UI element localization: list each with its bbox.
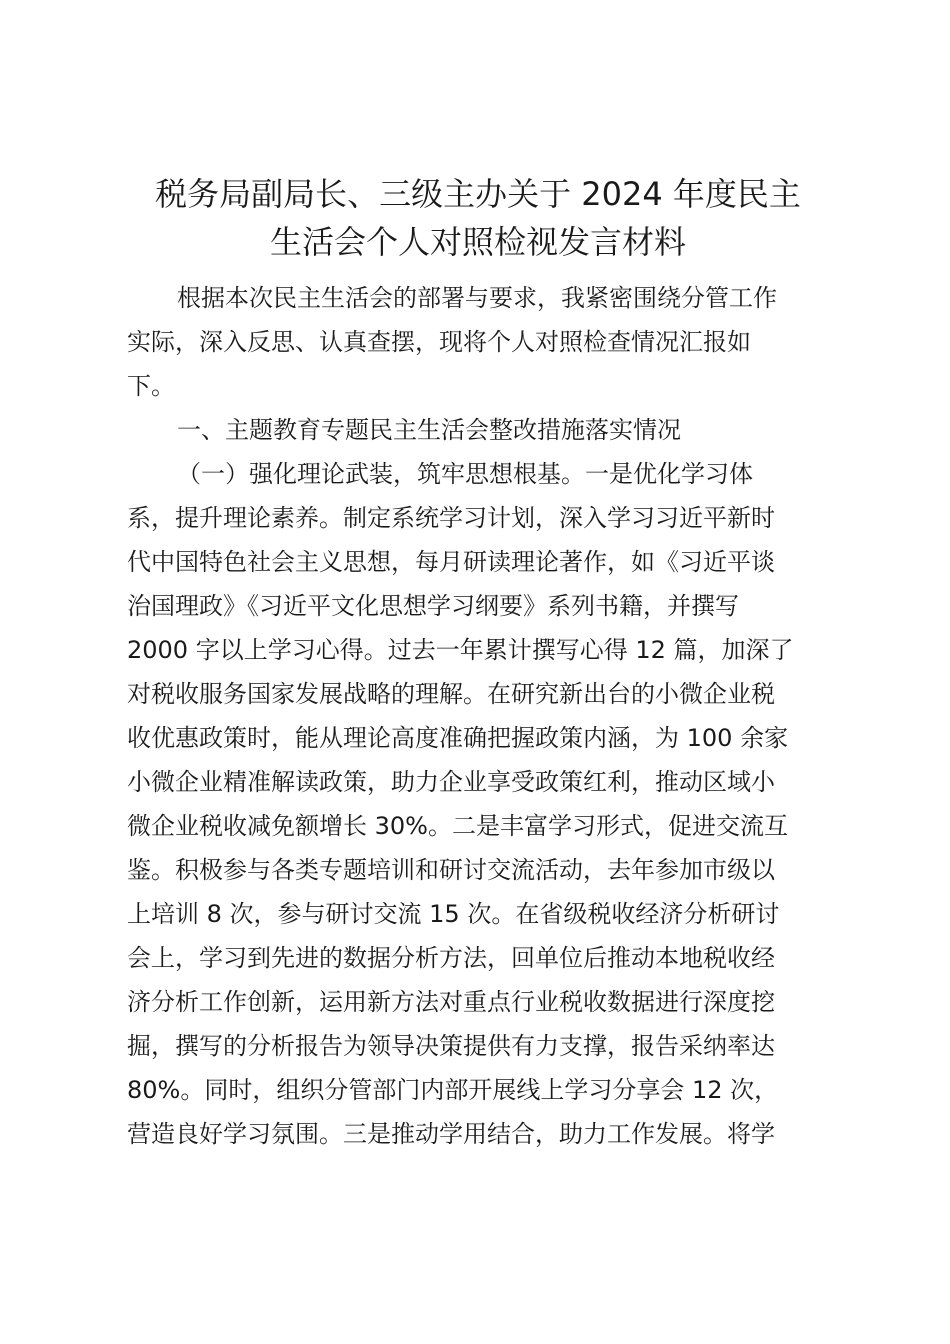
paragraph-line-2: 系，提升理论素养。制定系统学习计划，深入学习习近平新时: [127, 504, 775, 532]
paragraph-line-4: 治国理政》《习近平文化思想学习纲要》系列书籍，并撰写: [127, 592, 739, 620]
document-body: [127, 276, 827, 1156]
paragraph-line-8: 小微企业精准解读政策，助力企业享受政策红利，推动区域小: [127, 768, 775, 796]
paragraph-line-14: 掘，撰写的分析报告为领导决策提供有力支撑，报告采纳率达: [127, 1032, 775, 1060]
paragraph-line-9: 微企业税收减免额增长 30%。二是丰富学习形式，促进交流互: [127, 812, 788, 840]
paragraph-line-3: 代中国特色社会主义思想，每月研读理论著作，如《习近平谈: [127, 548, 775, 576]
section-heading: 一、主题教育专题民主生活会整改措施落实情况: [177, 416, 681, 444]
paragraph-line-6: 对税收服务国家发展战略的理解。在研究新出台的小微企业税: [127, 680, 775, 708]
paragraph-line-16: 营造良好学习氛围。三是推动学用结合，助力工作发展。将学: [127, 1120, 775, 1148]
intro-line-3: 下。: [127, 372, 175, 400]
paragraph-line-12: 会上，学习到先进的数据分析方法，回单位后推动本地税收经: [127, 944, 775, 972]
title-line-1: 税务局副局长、三级主办关于 2024 年度民主: [155, 175, 801, 213]
paragraph-line-11: 上培训 8 次，参与研讨交流 15 次。在省级税收经济分析研讨: [127, 900, 780, 928]
paragraph-line-10: 鉴。积极参与各类专题培训和研讨交流活动，去年参加市级以: [127, 856, 775, 884]
title-line-2: 生活会个人对照检视发言材料: [269, 223, 686, 261]
paragraph-line-15: 80%。同时，组织分管部门内部开展线上学习分享会 12 次，: [127, 1076, 779, 1104]
paragraph-line-5: 2000 字以上学习心得。过去一年累计撰写心得 12 篇，加深了: [127, 636, 794, 664]
intro-line-1: 根据本次民主生活会的部署与要求，我紧密围绕分管工作: [177, 284, 777, 312]
intro-line-2: 实际，深入反思、认真查摆，现将个人对照检查情况汇报如: [127, 328, 751, 356]
paragraph-line-13: 济分析工作创新，运用新方法对重点行业税收数据进行深度挖: [127, 988, 775, 1016]
paragraph-line-7: 收优惠政策时，能从理论高度准确把握政策内涵，为 100 余家: [127, 724, 789, 752]
document-title: [120, 170, 836, 266]
paragraph-line-1: （一）强化理论武装，筑牢思想根基。一是优化学习体: [177, 460, 753, 488]
